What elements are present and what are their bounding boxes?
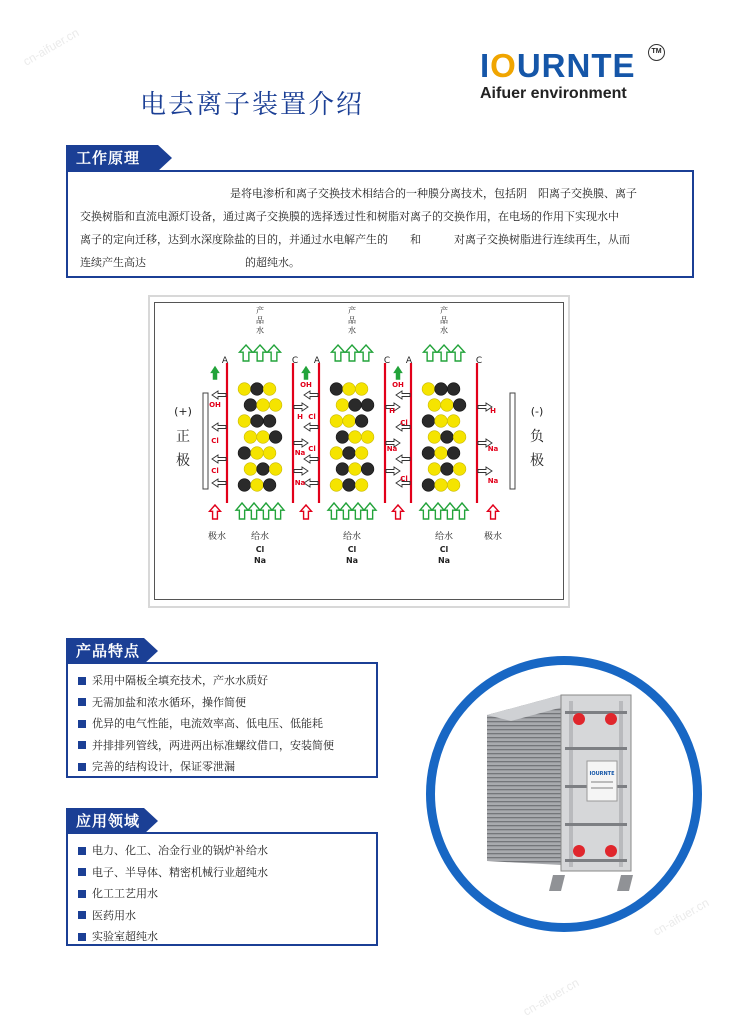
- feed-water-label: 给水: [342, 532, 362, 542]
- ion-oh: OH: [300, 381, 312, 389]
- feed-water-arrow: [456, 503, 468, 519]
- anion-migration-arrow: [212, 455, 226, 463]
- resin-bead: [453, 399, 466, 412]
- product-water-label: 水: [440, 326, 448, 335]
- list-item: 采用中隔板全填充技术，产水水质好: [78, 670, 366, 692]
- resin-bead: [238, 415, 251, 428]
- bullet-icon: [78, 868, 86, 876]
- resin-bead: [361, 431, 374, 444]
- resin-bead: [349, 431, 362, 444]
- bullet-icon: [78, 847, 86, 855]
- resin-bead: [263, 383, 276, 396]
- resin-bead: [269, 431, 282, 444]
- cathode-name: 负: [530, 429, 544, 445]
- product-water-arrow: [346, 345, 359, 361]
- anion-migration-arrow: [396, 455, 410, 463]
- product-water-arrow: [254, 345, 267, 361]
- feed-water-arrow: [420, 503, 432, 519]
- feed-water-arrow: [260, 503, 272, 519]
- anode-sign: (+): [174, 405, 192, 418]
- edi-module-illustration: [435, 665, 693, 923]
- product-water-arrow: [332, 345, 345, 361]
- resin-bead: [441, 399, 454, 412]
- feed-water-arrow: [340, 503, 352, 519]
- feed-water-arrow: [328, 503, 340, 519]
- resin-bead: [422, 447, 435, 460]
- bullet-icon: [78, 677, 86, 685]
- resin-bead: [257, 399, 270, 412]
- port-icon: [573, 713, 585, 725]
- h-ion-arrow: [212, 367, 219, 379]
- features-section-header: [66, 638, 144, 664]
- edi-diagram: [154, 302, 564, 600]
- anode-name: 极: [176, 453, 190, 469]
- resin-bead: [361, 399, 374, 412]
- membrane-label-a: A: [221, 356, 229, 366]
- product-water-arrow: [268, 345, 281, 361]
- port-icon: [605, 845, 617, 857]
- watermark: cn-aifuer.cn: [20, 25, 82, 69]
- features-heading: 产品特点: [66, 638, 144, 664]
- ion-na: Na: [294, 479, 306, 487]
- anion-migration-arrow: [212, 423, 226, 431]
- list-item: 医药用水: [78, 905, 366, 927]
- anion-migration-arrow: [304, 391, 318, 399]
- resin-bead: [435, 415, 448, 428]
- anode-name: 正: [176, 429, 190, 445]
- product-water-label: 品: [440, 316, 448, 325]
- anion-migration-arrow: [304, 479, 318, 487]
- h-ion-arrow: [395, 367, 402, 379]
- feed-ion-na: Na: [253, 556, 267, 565]
- principle-text-box: [66, 170, 694, 278]
- resin-bead: [422, 415, 435, 428]
- resin-bead: [269, 399, 282, 412]
- resin-bead: [251, 415, 264, 428]
- bullet-icon: [78, 933, 86, 941]
- resin-bead: [238, 383, 251, 396]
- bullet-icon: [78, 741, 86, 749]
- resin-bead: [422, 383, 435, 396]
- resin-bead: [244, 431, 257, 444]
- resin-bead: [355, 415, 368, 428]
- resin-bead: [257, 431, 270, 444]
- resin-bead: [453, 463, 466, 476]
- trademark-icon: TM: [648, 44, 665, 61]
- ion-na: Na: [294, 449, 306, 457]
- ion-na: Na: [487, 445, 499, 453]
- edi-diagram-svg: [155, 303, 565, 601]
- product-water-arrow: [360, 345, 373, 361]
- applications-heading: 应用领域: [66, 808, 144, 834]
- applications-section-header: [66, 808, 144, 834]
- membrane-label-c: C: [475, 356, 483, 366]
- membrane-label-c: C: [383, 356, 391, 366]
- bullet-icon: [78, 720, 86, 728]
- list-item: 电力、化工、冶金行业的锅炉补给水: [78, 840, 366, 862]
- resin-bead: [336, 463, 349, 476]
- feed-water-arrow: [352, 503, 364, 519]
- membrane-label-a: A: [313, 356, 321, 366]
- resin-bead: [251, 447, 264, 460]
- feed-ion-na: Na: [437, 556, 451, 565]
- list-item: 无需加盐和浓水循环，操作简便: [78, 692, 366, 714]
- resin-bead: [330, 479, 343, 492]
- ion-cl: Cl: [211, 467, 219, 475]
- product-water-label: 品: [348, 316, 356, 325]
- electrode-water-arrow: [210, 505, 221, 519]
- resin-bead: [435, 447, 448, 460]
- anion-migration-arrow: [396, 391, 410, 399]
- product-water-label: 产: [256, 306, 264, 315]
- resin-bead: [343, 415, 356, 428]
- bullet-icon: [78, 698, 86, 706]
- applications-list: [66, 832, 378, 946]
- resin-bead: [336, 431, 349, 444]
- ion-h: H: [389, 407, 395, 415]
- product-water-label: 品: [256, 316, 264, 325]
- cation-migration-arrow: [386, 467, 400, 475]
- feed-water-arrow: [236, 503, 248, 519]
- watermark: cn-aifuer.cn: [520, 975, 582, 1019]
- list-item: 化工工艺用水: [78, 883, 366, 905]
- cathode-sign: (-): [530, 405, 544, 418]
- resin-bead: [453, 431, 466, 444]
- ion-oh: OH: [209, 401, 221, 409]
- electrode-water-label: 极水: [483, 532, 503, 542]
- resin-bead: [336, 399, 349, 412]
- resin-bead: [263, 447, 276, 460]
- brand-name: IOURNTE: [480, 47, 636, 84]
- feed-water-arrow: [364, 503, 376, 519]
- bullet-icon: [78, 890, 86, 898]
- resin-bead: [349, 463, 362, 476]
- list-item: 并排排列管线，两进两出标准螺纹借口，安装简便: [78, 735, 366, 757]
- anode-electrode: [203, 393, 208, 489]
- feed-ion-cl: Cl: [347, 545, 357, 554]
- resin-bead: [343, 479, 356, 492]
- product-water-arrow: [452, 345, 465, 361]
- electrode-water-arrow: [301, 505, 312, 519]
- feed-ion-cl: Cl: [439, 545, 449, 554]
- ion-oh: OH: [392, 381, 404, 389]
- principle-line: 交换树脂和直流电源灯设备，通过离子交换膜的选择透过性和树脂对离子的交换作用，在电场的作用下实现水中: [80, 210, 619, 223]
- bullet-icon: [78, 911, 86, 919]
- module-body: [487, 695, 561, 865]
- product-water-arrow: [240, 345, 253, 361]
- resin-bead: [422, 479, 435, 492]
- product-water-label: 产: [440, 306, 448, 315]
- h-ion-arrow: [303, 367, 310, 379]
- resin-bead: [343, 447, 356, 460]
- principle-heading: 工作原理: [66, 145, 158, 171]
- electrode-water-label: 极水: [207, 532, 227, 542]
- list-item: 优异的电气性能，电流效率高、低电压、低能耗: [78, 713, 366, 735]
- electrode-water-arrow: [488, 505, 499, 519]
- product-water-label: 水: [348, 326, 356, 335]
- ion-cl: Cl: [400, 475, 408, 483]
- cathode-name: 极: [530, 453, 544, 469]
- anion-migration-arrow: [212, 479, 226, 487]
- product-photo: [426, 656, 702, 932]
- brand-tagline: Aifuer environment: [480, 85, 627, 102]
- resin-bead: [428, 399, 441, 412]
- anion-migration-arrow: [304, 455, 318, 463]
- resin-bead: [441, 431, 454, 444]
- resin-bead: [447, 415, 460, 428]
- bullet-icon: [78, 763, 86, 771]
- ion-cl: Cl: [211, 437, 219, 445]
- module-label-text: IOURNTE: [589, 771, 615, 777]
- anion-migration-arrow: [212, 391, 226, 399]
- resin-bead: [428, 431, 441, 444]
- resin-bead: [330, 415, 343, 428]
- ion-cl: Cl: [400, 419, 408, 427]
- resin-bead: [330, 447, 343, 460]
- principle-line: 是将电渗析和离子交换技术相结合的一种膜分离技术，包括阴 阳离子交换膜、离子: [230, 187, 637, 200]
- port-icon: [573, 845, 585, 857]
- resin-bead: [330, 383, 343, 396]
- resin-bead: [435, 479, 448, 492]
- feed-water-label: 给水: [250, 532, 270, 542]
- principle-line: 离子的定向迁移，达到水深度除盐的目的，并通过水电解产生的 和 对离子交换树脂进行连续再生，从而: [80, 233, 630, 246]
- resin-bead: [447, 479, 460, 492]
- membrane-label-c: C: [291, 356, 299, 366]
- feed-ion-cl: Cl: [255, 545, 265, 554]
- cation-migration-arrow: [294, 403, 308, 411]
- product-water-arrow: [424, 345, 437, 361]
- cathode-electrode: [510, 393, 515, 489]
- resin-bead: [428, 463, 441, 476]
- feed-water-arrow: [272, 503, 284, 519]
- resin-bead: [355, 447, 368, 460]
- resin-bead: [238, 479, 251, 492]
- cation-migration-arrow: [478, 467, 492, 475]
- port-icon: [605, 713, 617, 725]
- resin-bead: [263, 479, 276, 492]
- feed-ion-na: Na: [345, 556, 359, 565]
- resin-bead: [263, 415, 276, 428]
- resin-bead: [355, 479, 368, 492]
- principle-line: 连续产生高达 的超纯水。: [80, 256, 300, 269]
- list-item: 电子、半导体、精密机械行业超纯水: [78, 862, 366, 884]
- resin-bead: [343, 383, 356, 396]
- resin-bead: [244, 399, 257, 412]
- ion-na: Na: [487, 477, 499, 485]
- feed-water-label: 给水: [434, 532, 454, 542]
- resin-bead: [251, 383, 264, 396]
- resin-bead: [355, 383, 368, 396]
- membrane-label-a: A: [405, 356, 413, 366]
- resin-bead: [251, 479, 264, 492]
- product-water-label: 水: [256, 326, 264, 335]
- product-water-label: 产: [348, 306, 356, 315]
- resin-bead: [244, 463, 257, 476]
- resin-bead: [238, 447, 251, 460]
- resin-bead: [269, 463, 282, 476]
- anion-migration-arrow: [304, 423, 318, 431]
- resin-bead: [441, 463, 454, 476]
- resin-bead: [257, 463, 270, 476]
- electrode-water-arrow: [393, 505, 404, 519]
- principle-section-header: [66, 145, 694, 171]
- ion-h: H: [490, 407, 496, 415]
- watermark: cn-aifuer.cn: [650, 895, 712, 939]
- resin-bead: [447, 447, 460, 460]
- list-item: 实验室超纯水: [78, 926, 366, 948]
- ion-na: Na: [386, 445, 398, 453]
- ion-cl: Cl: [308, 413, 316, 421]
- feed-water-arrow: [432, 503, 444, 519]
- list-item: 完善的结构设计，保证零泄漏: [78, 756, 366, 778]
- resin-bead: [447, 383, 460, 396]
- features-list: [66, 662, 378, 778]
- feed-water-arrow: [248, 503, 260, 519]
- page-title: 电去离子装置介绍: [140, 90, 365, 120]
- brand-logo: [480, 48, 680, 103]
- resin-bead: [435, 383, 448, 396]
- cation-migration-arrow: [294, 467, 308, 475]
- ion-h: H: [297, 413, 303, 421]
- cation-migration-arrow: [294, 439, 308, 447]
- product-water-arrow: [438, 345, 451, 361]
- ion-cl: Cl: [308, 445, 316, 453]
- resin-bead: [361, 463, 374, 476]
- resin-bead: [349, 399, 362, 412]
- feed-water-arrow: [444, 503, 456, 519]
